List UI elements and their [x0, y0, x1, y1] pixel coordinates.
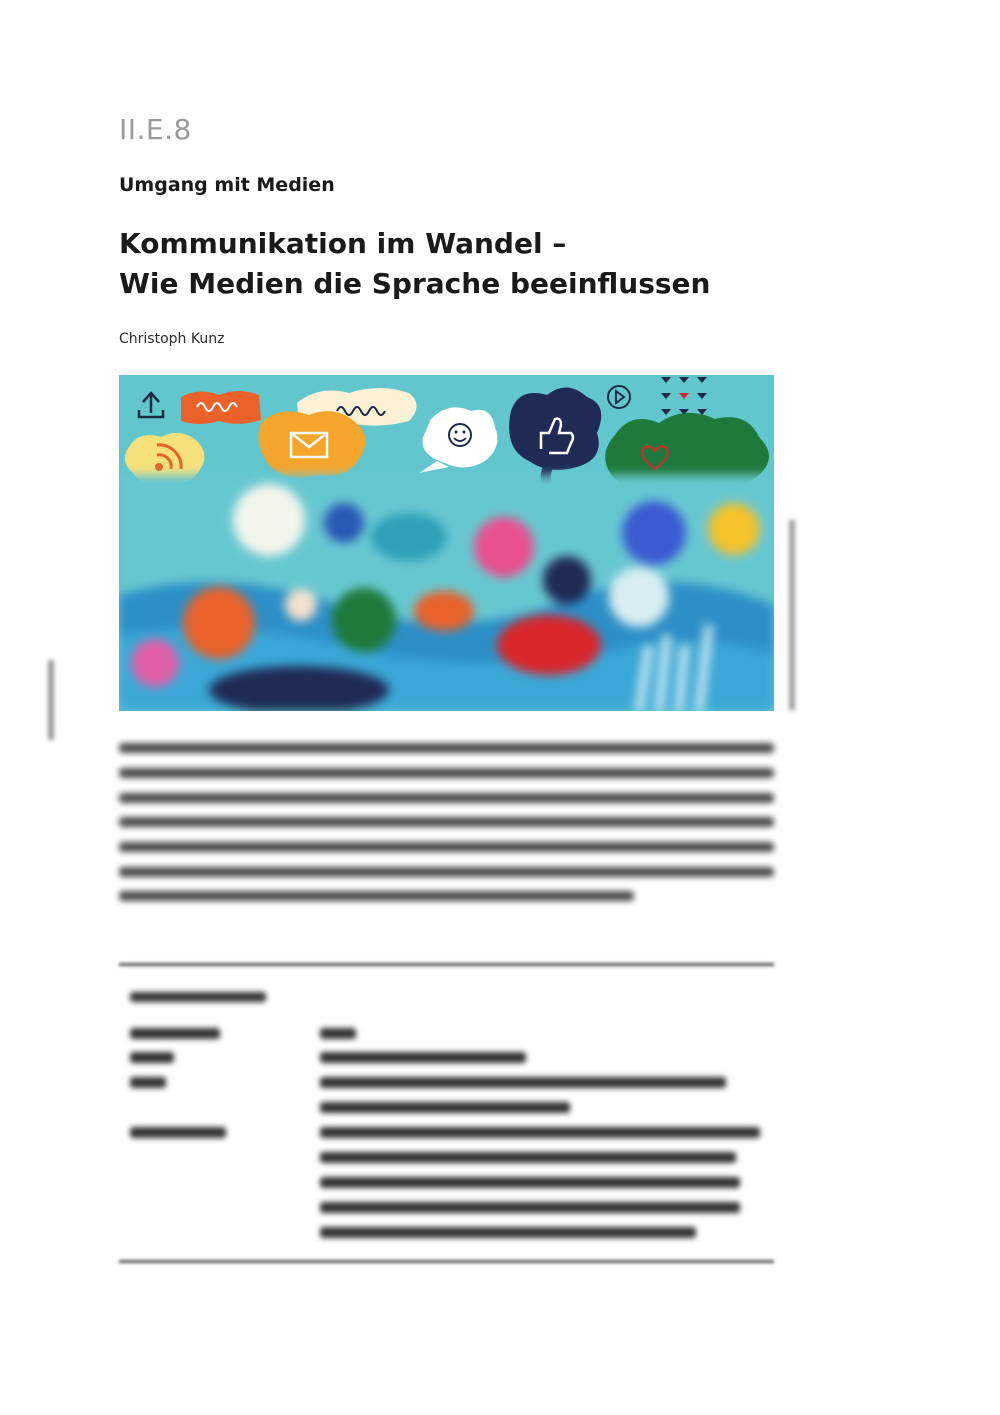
hero-blurred-area: [119, 475, 774, 711]
page-title: [119, 224, 779, 304]
category-label: Umgang mit Medien: [119, 174, 335, 196]
box-heading: [130, 992, 266, 1002]
side-credit-left: [44, 660, 58, 740]
author-name: Christoph Kunz: [119, 331, 225, 347]
competency-box: [130, 988, 770, 1248]
mail-icon: [259, 411, 366, 478]
box-bottom-rule: [119, 1260, 774, 1263]
side-credit-right: [786, 520, 798, 710]
box-top-rule: [119, 963, 774, 966]
intro-paragraph: [119, 737, 774, 937]
hero-illustration: [119, 375, 774, 711]
title-line-1: Kommunikation im Wandel –: [119, 227, 567, 260]
document-code: II.E.8: [119, 113, 192, 146]
title-line-2: Wie Medien die Sprache beeinflussen: [119, 267, 711, 300]
